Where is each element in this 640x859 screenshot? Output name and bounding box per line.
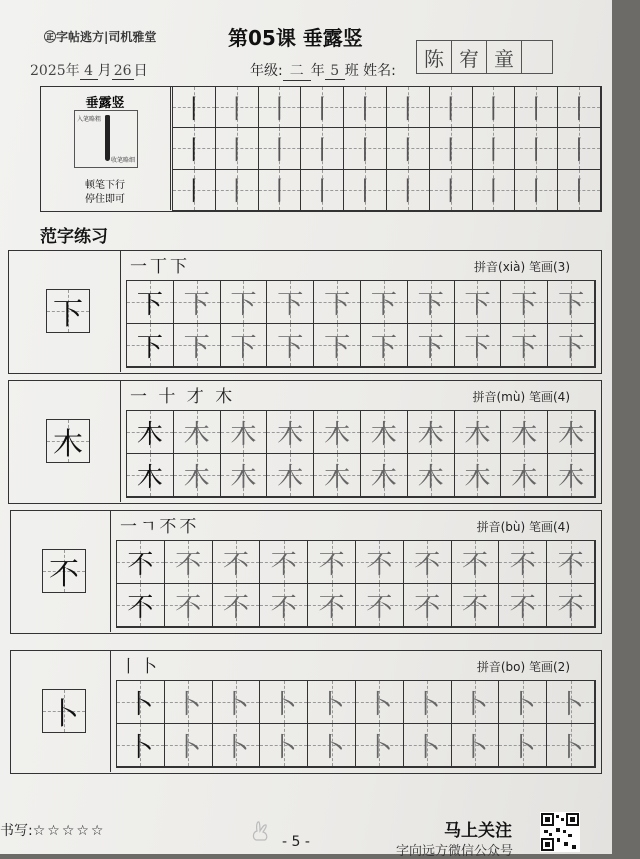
grid-cell[interactable] [314,281,361,324]
grid-cell[interactable] [547,724,595,767]
stroke-label-bottom: 收笔略细 [111,157,136,164]
practice-char: 下 [183,332,210,363]
grid-cell[interactable] [216,87,259,128]
practice-char: 丨 [352,177,379,208]
model-char: 木 [53,427,83,462]
practice-char: 木 [417,462,444,493]
practice-char: 丨 [266,135,293,166]
practice-char: 不 [366,549,393,580]
practice-char: 丨 [480,135,507,166]
grade-value: 二 [283,60,311,81]
grid-cell[interactable] [499,584,547,627]
grid-cell[interactable] [213,681,261,724]
practice-char: 下 [558,289,585,320]
practice-char: 木 [464,462,491,493]
grid-cell[interactable] [547,681,595,724]
practice-char: 卜 [366,689,393,720]
practice-char: 卜 [127,689,154,720]
practice-char: 下 [417,289,444,320]
practice-char: 下 [277,289,304,320]
grid-cell[interactable] [260,541,308,584]
practice-char: 木 [136,419,163,450]
name-char[interactable]: 陈 [416,40,451,74]
grid-cell[interactable] [356,541,404,584]
grid-cell[interactable] [387,128,430,169]
practice-char: 下 [464,289,491,320]
grid-cell[interactable] [308,724,356,767]
grid-cell[interactable] [267,281,314,324]
name-char[interactable]: 宥 [451,40,486,74]
model-char: 卜 [49,697,79,732]
pinyin: 拼音(xià) [474,260,526,274]
grid-cell[interactable] [408,281,455,324]
grid-cell[interactable] [455,454,502,497]
grid-cell[interactable] [548,281,595,324]
practice-char: 丨 [480,177,507,208]
practice-char: 丨 [394,177,421,208]
practice-char: 卜 [414,689,441,720]
grid-cell[interactable] [174,324,221,367]
grid-cell[interactable] [356,584,404,627]
name-label: 姓名: [363,63,396,79]
date-month-suffix: 月 [97,63,112,79]
model-char-box [46,419,90,463]
practice-char: 卜 [318,689,345,720]
practice-char: 木 [277,419,304,450]
grid-cell[interactable] [165,724,213,767]
grid-cell[interactable] [173,87,216,128]
grid-cell[interactable] [356,681,404,724]
stroke-count: 笔画(2) [529,660,570,674]
practice-char: 下 [370,289,397,320]
practice-char: 木 [230,462,257,493]
practice-char: 卜 [557,732,584,763]
model-char-box [46,289,90,333]
practice-char: 木 [558,462,585,493]
grid-cell[interactable] [408,324,455,367]
grade-line [250,60,396,81]
grid-cell[interactable] [308,541,356,584]
pinyin: 拼音(bù) [476,520,526,534]
practice-char: 下 [324,289,351,320]
practice-char: 不 [509,549,536,580]
grid-cell[interactable] [221,281,268,324]
grid-cell[interactable] [117,541,165,584]
practice-char: 木 [183,419,210,450]
grid-cell[interactable] [452,724,500,767]
practice-char: 丨 [480,94,507,125]
grid-cell[interactable] [259,87,302,128]
grid-cell[interactable] [387,87,430,128]
grid-cell[interactable] [558,170,601,211]
char-meta [473,388,571,405]
practice-char: 下 [183,289,210,320]
practice-char: 不 [461,592,488,623]
grid-cell[interactable] [408,454,455,497]
practice-char: 丨 [266,177,293,208]
practice-char: 不 [557,592,584,623]
grid-cell[interactable] [174,281,221,324]
char-meta [474,258,570,275]
grade-label: 年级: [250,63,283,79]
practice-char: 木 [558,419,585,450]
grid-cell[interactable] [267,324,314,367]
practice-char: 丨 [309,135,336,166]
vertical-stroke-illustration [105,115,110,161]
grid-cell[interactable] [455,411,502,454]
stroke-count: 笔画(3) [529,260,570,274]
practice-char: 下 [136,332,163,363]
char-meta [477,658,570,675]
pinyin: 拼音(bo) [476,660,526,674]
date-day: 26 [112,63,134,80]
grid-cell[interactable] [361,324,408,367]
publisher-logo: ㊣字帖逃方|司机雅堂 [44,30,157,44]
practice-char: 丨 [309,94,336,125]
grade-suffix: 年 [310,63,325,79]
practice-char: 丨 [223,135,250,166]
stroke-order: 一丅下 [130,257,190,277]
page-title: 第05课 垂露竖 [228,26,363,50]
practice-char: 下 [277,332,304,363]
practice-char: 木 [370,462,397,493]
practice-char: 卜 [127,732,154,763]
grid-cell[interactable] [259,170,302,211]
practice-char: 丨 [437,94,464,125]
grid-cell[interactable] [173,170,216,211]
stroke-title: 垂露竖 [85,96,125,111]
practice-char: 丨 [180,177,207,208]
grid-cell[interactable] [404,681,452,724]
grid-cell[interactable] [473,128,516,169]
practice-char: 丨 [309,177,336,208]
grid-cell[interactable] [356,724,404,767]
name-boxes[interactable] [416,40,553,72]
name-char[interactable]: 童 [486,40,521,74]
rating-stars[interactable]: ☆☆☆☆☆ [32,823,106,839]
practice-char: 丨 [566,177,593,208]
stroke-demo-panel [40,86,171,210]
grid-cell[interactable] [308,681,356,724]
practice-char: 卜 [222,732,249,763]
practice-char: 下 [230,289,257,320]
grid-cell[interactable] [213,584,261,627]
date-line [30,60,148,80]
stroke-order: 一 十 才 木 [130,387,236,407]
stroke-order: 丨卜 [120,657,160,677]
practice-grid[interactable] [126,410,596,498]
practice-char: 丨 [352,94,379,125]
practice-char: 下 [136,289,163,320]
practice-char: 丨 [566,94,593,125]
practice-char: 卜 [270,732,297,763]
practice-char: 丨 [437,135,464,166]
date-month: 4 [80,63,98,80]
practice-char: 丨 [352,135,379,166]
grid-cell[interactable] [387,170,430,211]
grid-cell[interactable] [127,281,174,324]
date-day-suffix: 日 [133,63,148,79]
practice-char: 丨 [394,135,421,166]
practice-char: 丨 [180,135,207,166]
practice-char: 木 [417,419,444,450]
grid-cell[interactable] [173,128,216,169]
follow-label: 马上关注 [444,821,512,841]
practice-char: 卜 [509,732,536,763]
practice-grid[interactable] [116,540,596,628]
grid-cell[interactable] [501,281,548,324]
practice-char: 下 [230,332,257,363]
grid-cell[interactable] [558,128,601,169]
stroke-tip-1: 顿笔下行 [85,180,125,191]
grid-cell[interactable] [515,128,558,169]
grid-cell[interactable] [430,87,473,128]
practice-char: 卜 [461,732,488,763]
practice-char: 不 [366,592,393,623]
grid-cell[interactable] [165,541,213,584]
practice-char: 丨 [523,94,550,125]
practice-char: 丨 [394,94,421,125]
practice-char: 丨 [266,94,293,125]
practice-char: 卜 [414,732,441,763]
grid-cell[interactable] [548,411,595,454]
grid-cell[interactable] [558,87,601,128]
practice-char: 下 [370,332,397,363]
grid-cell[interactable] [501,454,548,497]
practice-char: 不 [270,592,297,623]
practice-grid[interactable] [116,680,596,768]
practice-char: 木 [183,462,210,493]
stroke-label-top: 入笔略粗 [77,116,102,123]
grid-cell[interactable] [314,411,361,454]
grid-cell[interactable] [515,87,558,128]
stroke-order: 一ㄱ不不 [120,517,200,537]
page-number: - 5 - [282,834,310,850]
practice-char: 丨 [223,177,250,208]
practice-char: 下 [464,332,491,363]
qr-code[interactable] [540,812,580,852]
practice-char: 不 [318,592,345,623]
practice-char: 卜 [318,732,345,763]
grid-cell[interactable] [452,541,500,584]
grid-cell[interactable] [361,411,408,454]
grid-cell[interactable] [221,411,268,454]
practice-char: 丨 [180,94,207,125]
practice-char: 不 [557,549,584,580]
grid-cell[interactable] [404,584,452,627]
practice-char: 不 [222,592,249,623]
grid-cell[interactable] [473,170,516,211]
grid-cell[interactable] [213,724,261,767]
grid-cell[interactable] [548,454,595,497]
practice-char: 木 [370,419,397,450]
practice-char: 卜 [557,689,584,720]
grid-cell[interactable] [473,87,516,128]
practice-char: 下 [324,332,351,363]
grid-cell[interactable] [430,170,473,211]
practice-char: 不 [414,592,441,623]
grid-cell[interactable] [501,324,548,367]
stroke-tip-2: 停住即可 [85,194,125,205]
grid-cell[interactable] [547,584,595,627]
grid-cell[interactable] [404,724,452,767]
date-year: 2025年 [30,63,80,79]
model-char-box [42,549,86,593]
practice-char: 木 [136,462,163,493]
grid-cell[interactable] [127,454,174,497]
practice-char: 木 [464,419,491,450]
grid-cell[interactable] [361,454,408,497]
practice-char: 卜 [461,689,488,720]
section-title: 范字练习 [40,227,108,247]
grid-cell[interactable] [127,324,174,367]
grid-cell[interactable] [221,324,268,367]
grid-cell[interactable] [452,584,500,627]
grid-cell[interactable] [452,681,500,724]
practice-char: 卜 [175,689,202,720]
practice-char: 下 [558,332,585,363]
grid-cell[interactable] [314,324,361,367]
grid-cell[interactable] [455,281,502,324]
grid-cell[interactable] [117,584,165,627]
practice-char: 不 [127,592,154,623]
grid-cell[interactable] [260,681,308,724]
model-char: 下 [53,297,83,332]
class-suffix: 班 [344,63,359,79]
grid-cell[interactable] [501,411,548,454]
char-meta [477,518,570,535]
grid-cell[interactable] [344,170,387,211]
wechat-label: 字向远方微信公众号 [396,844,514,859]
grid-cell[interactable] [165,584,213,627]
grid-cell[interactable] [408,411,455,454]
grid-cell[interactable] [174,411,221,454]
stroke-count: 笔画(4) [529,390,570,404]
practice-grid[interactable] [126,280,596,368]
grid-cell[interactable] [117,724,165,767]
grid-cell[interactable] [117,681,165,724]
practice-char: 木 [511,462,538,493]
practice-char: 卜 [509,689,536,720]
grid-cell[interactable] [260,724,308,767]
practice-char: 不 [175,592,202,623]
practice-char: 下 [511,332,538,363]
grid-cell[interactable] [547,541,595,584]
practice-char: 不 [127,549,154,580]
name-char[interactable] [521,40,553,74]
practice-char: 卜 [222,689,249,720]
grid-cell[interactable] [361,281,408,324]
grid-cell[interactable] [499,541,547,584]
grid-cell[interactable] [267,411,314,454]
grid-cell[interactable] [344,87,387,128]
rabbit-icon [248,818,274,844]
practice-char: 不 [318,549,345,580]
grid-cell[interactable] [127,411,174,454]
practice-char: 不 [414,549,441,580]
grid-cell[interactable] [548,324,595,367]
model-char: 不 [49,557,79,592]
practice-char: 下 [511,289,538,320]
grid-cell[interactable] [165,681,213,724]
practice-char: 丨 [523,135,550,166]
practice-char: 不 [175,549,202,580]
practice-char: 不 [461,549,488,580]
practice-char: 木 [230,419,257,450]
grid-cell[interactable] [301,128,344,169]
practice-char: 丨 [437,177,464,208]
practice-char: 木 [324,419,351,450]
rating-label: 书写: [0,823,33,839]
grid-cell[interactable] [260,584,308,627]
practice-char: 丨 [523,177,550,208]
stroke-practice-grid[interactable] [172,86,602,212]
stroke-count: 笔画(4) [529,520,570,534]
grid-cell[interactable] [221,454,268,497]
practice-char: 下 [417,332,444,363]
practice-char: 木 [324,462,351,493]
practice-char: 卜 [366,732,393,763]
grid-cell[interactable] [499,681,547,724]
rating [0,820,105,840]
grid-cell[interactable] [267,454,314,497]
grid-cell[interactable] [174,454,221,497]
grid-cell[interactable] [308,584,356,627]
class-value: 5 [325,63,345,80]
grid-cell[interactable] [216,128,259,169]
model-char-box [42,689,86,733]
practice-char: 卜 [270,689,297,720]
grid-cell[interactable] [344,128,387,169]
practice-char: 丨 [566,135,593,166]
grid-cell[interactable] [430,128,473,169]
grid-cell[interactable] [216,170,259,211]
practice-char: 不 [509,592,536,623]
grid-cell[interactable] [213,541,261,584]
grid-cell[interactable] [301,170,344,211]
practice-char: 不 [270,549,297,580]
practice-char: 木 [277,462,304,493]
practice-char: 木 [511,419,538,450]
practice-char: 卜 [175,732,202,763]
grid-cell[interactable] [499,724,547,767]
grid-cell[interactable] [314,454,361,497]
grid-cell[interactable] [455,324,502,367]
stroke-demo-box [74,110,138,168]
grid-cell[interactable] [259,128,302,169]
practice-char: 不 [222,549,249,580]
grid-cell[interactable] [404,541,452,584]
grid-cell[interactable] [515,170,558,211]
grid-cell[interactable] [301,87,344,128]
practice-char: 丨 [223,94,250,125]
pinyin: 拼音(mù) [472,390,526,404]
